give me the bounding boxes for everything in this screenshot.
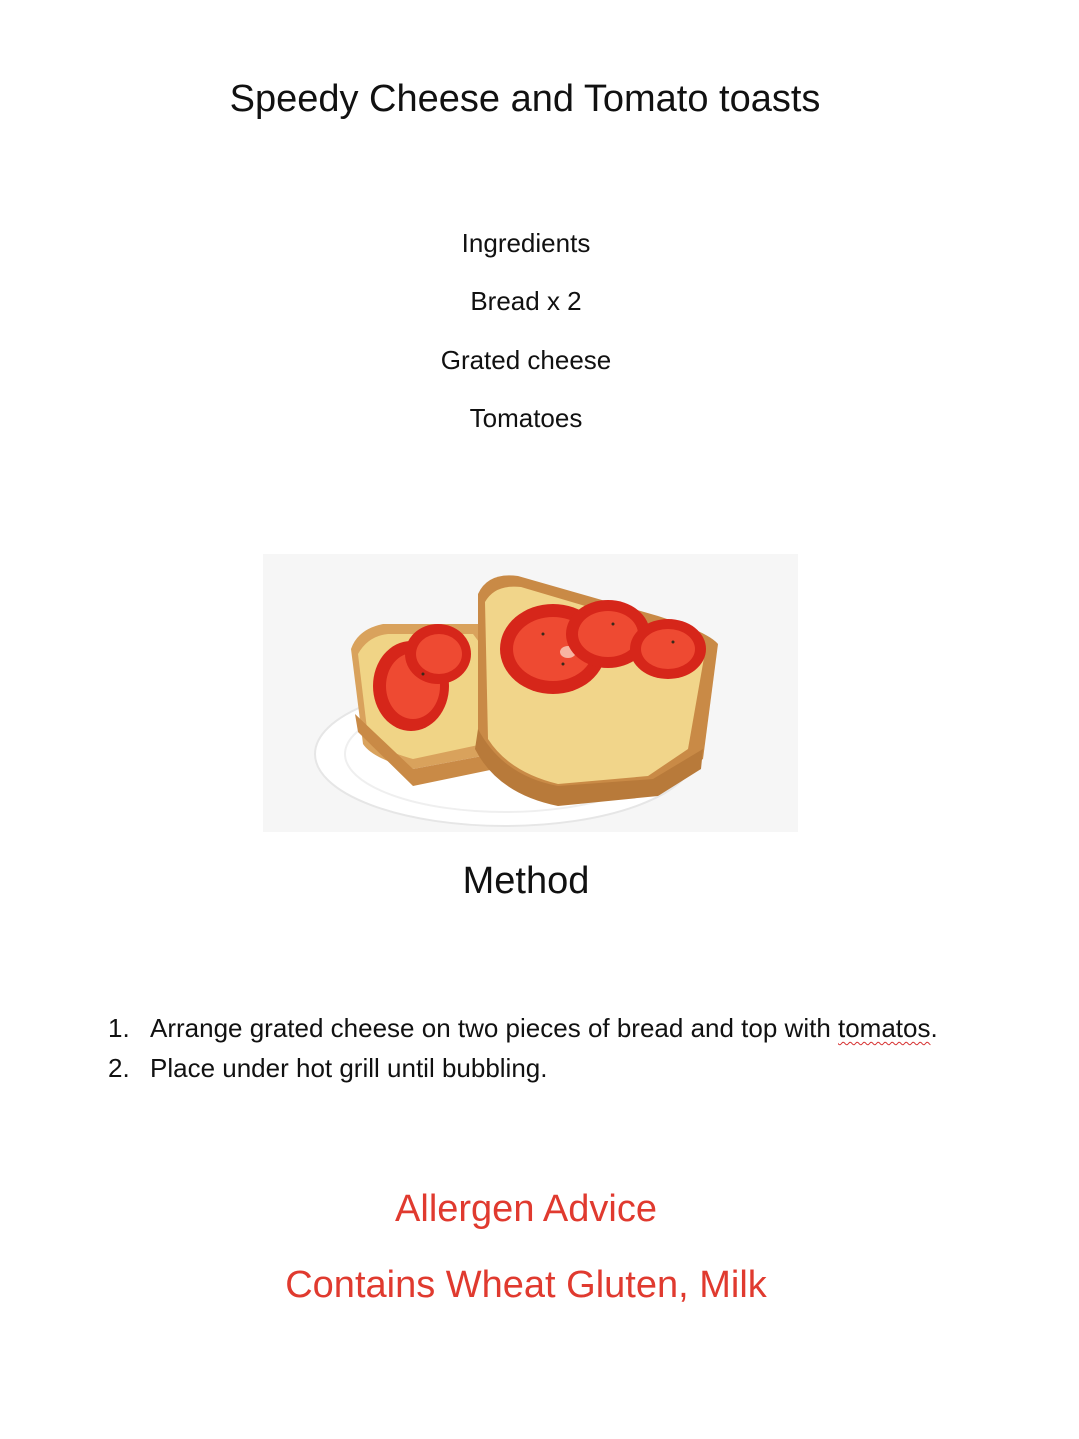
step-number: 1.: [108, 1013, 130, 1043]
method-step: [108, 1013, 938, 1044]
ingredient-item: Bread x 2: [470, 286, 582, 316]
ingredient-item: Grated cheese: [440, 345, 612, 375]
cheese-tomato-toast-photo: [263, 554, 798, 832]
step-text: Place under hot grill until bubbling.: [150, 1053, 548, 1083]
method-step: [108, 1053, 547, 1084]
misspelled-word[interactable]: tomatos: [838, 1013, 931, 1043]
method-heading: Method: [462, 860, 590, 902]
ingredients-heading: Ingredients: [461, 228, 591, 258]
recipe-title: Speedy Cheese and Tomato toasts: [229, 78, 821, 120]
step-text: Arrange grated cheese on two pieces of bread and top with: [150, 1013, 838, 1043]
step-number: 2.: [108, 1053, 130, 1083]
allergen-heading: Allergen Advice: [395, 1188, 657, 1230]
ingredient-item: Tomatoes: [469, 403, 583, 433]
allergen-text: Contains Wheat Gluten, Milk: [285, 1264, 767, 1306]
step-text-end: .: [930, 1013, 938, 1043]
